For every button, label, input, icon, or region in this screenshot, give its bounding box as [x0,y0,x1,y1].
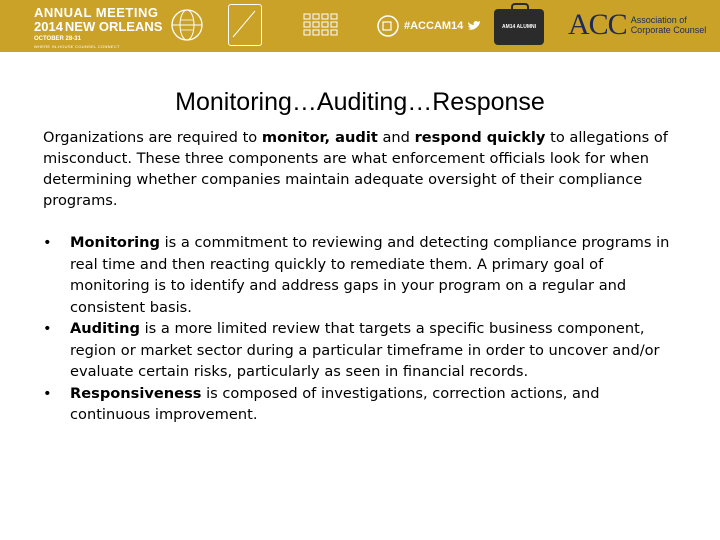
luggage-icon [494,9,544,45]
bullet-text: is a commitment to reviewing and detecting compliance programs in real time and then reacting quickly to remediate them. A primary goal of monitoring is to identify and address gaps in your program on a regular and consistent basis. [70,234,670,316]
network-grid-icon [303,13,339,37]
intro-emphasis-monitor-audit: monitor, audit [261,129,378,146]
globe-plane-icon [170,8,204,42]
acc-name-line1: Association of [630,15,687,25]
bullet-item-auditing [43,318,683,383]
share-icon [376,14,400,38]
bullet-term: Auditing [70,320,140,337]
event-logo [34,6,162,50]
event-name: ANNUAL MEETING [34,5,159,20]
bullet-text: is composed of investigations, correction actions, and continuous improvement. [70,384,600,423]
hashtag-group [376,14,481,38]
bullet-marker: • [43,234,52,251]
acc-logo [568,10,706,40]
bullet-marker: • [43,320,52,337]
event-city: NEW ORLEANS [64,19,163,34]
bullet-term: Monitoring [70,234,160,251]
event-dates: OCTOBER 28-31 [34,36,81,42]
bullet-item-responsiveness [43,383,683,426]
intro-paragraph: Organizations are required to monitor, audit and respond quickly to allegations of misconduct. These three components are what enforcement officials look for when determining whether companies maintain adequate oversight of their compliance programs. [43,129,668,209]
tablet-icon [228,4,262,46]
acc-name-line2: Corporate Counsel [630,25,707,35]
bullet-item-monitoring [43,232,683,318]
event-hashtag: #ACCAM14 [404,20,464,32]
bullet-text: is a more limited review that targets a specific business component, region or market sector during a particular timeframe in order to uncover and/or evaluate certain risks, particularly as seen in financial records. [70,320,660,380]
intro-emphasis-respond: respond quickly [414,129,546,146]
conference-banner [0,0,720,52]
bullet-list [43,232,683,426]
bullet-term: Responsiveness [70,384,202,402]
event-tagline: WHERE IN-HOUSE COUNSEL CONNECT [34,44,120,49]
event-year: 2014 [34,19,63,34]
acc-logo-mark: ACC [568,8,627,41]
twitter-bird-icon [467,20,481,32]
luggage-label: AM14 ALUMNI [502,24,536,30]
slide-title: Monitoring…Auditing…Response [175,88,545,116]
bullet-marker: • [43,384,52,402]
